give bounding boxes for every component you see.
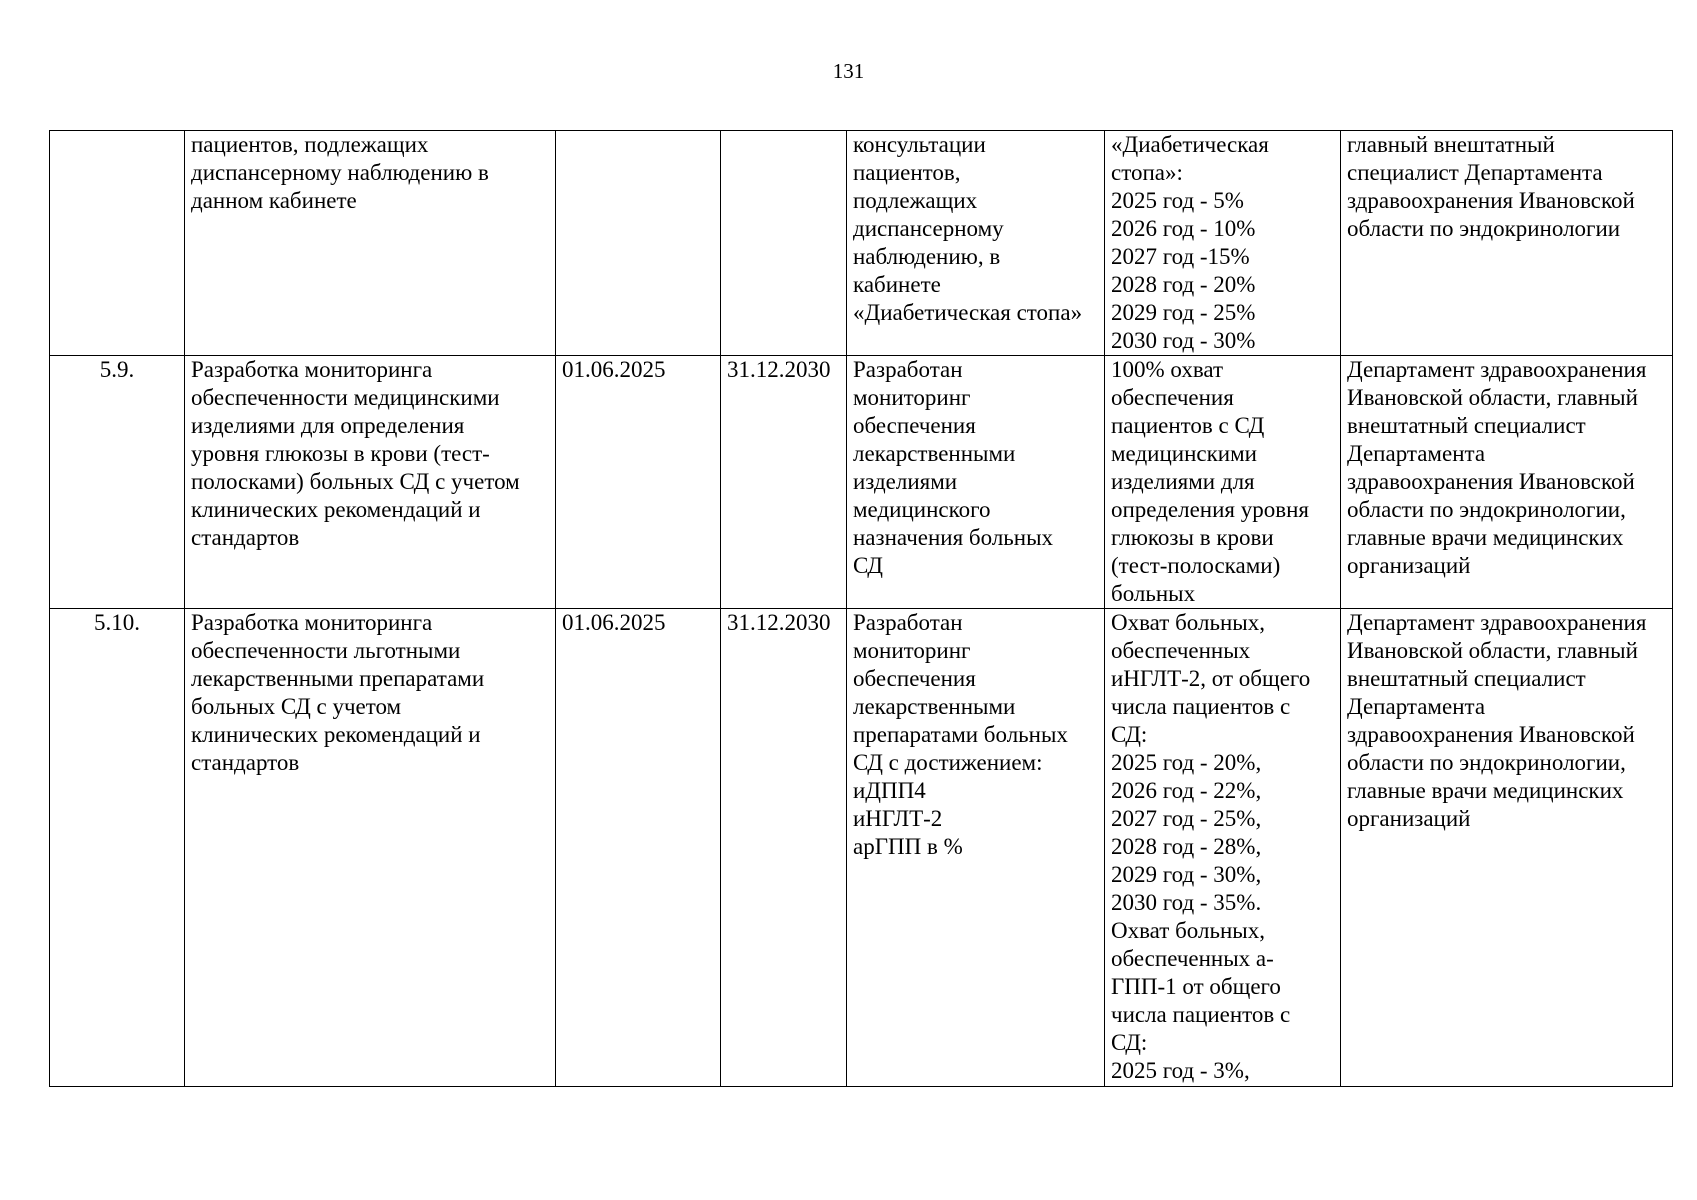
table-row — [50, 609, 1673, 1087]
table-row — [50, 356, 1673, 609]
end-date-cell: 31.12.2030 — [721, 356, 847, 609]
responsible-cell: Департамент здравоохранения Ивановской области, главный внештатный специалист Департамента здравоохранения Ивановской области по эндокринологии, главные врачи медицинских организаций — [1341, 356, 1673, 609]
result-cell: консультации пациентов, подлежащих диспансерному наблюдению, в кабинете «Диабетическая стопа» — [847, 131, 1105, 356]
result-cell: Разработан мониторинг обеспечения лекарственными препаратами больных СД с достижением: иДПП4 иНГЛТ-2 арГПП в % — [847, 609, 1105, 1087]
result-cell: Разработан мониторинг обеспечения лекарственными изделиями медицинского назначения больных СД — [847, 356, 1105, 609]
responsible-cell: Департамент здравоохранения Ивановской области, главный внештатный специалист Департамента здравоохранения Ивановской области по эндокринологии, главные врачи медицинских организаций — [1341, 609, 1673, 1087]
item-number-cell: 5.10. — [50, 609, 185, 1087]
end-date-cell — [721, 131, 847, 356]
start-date-cell — [556, 131, 721, 356]
table-row — [50, 131, 1673, 356]
activity-name-cell: пациентов, подлежащих диспансерному наблюдению в данном кабинете — [185, 131, 556, 356]
start-date-cell: 01.06.2025 — [556, 609, 721, 1087]
indicator-cell: Охват больных, обеспеченных иНГЛТ-2, от общего числа пациентов с СД: 2025 год - 20%, 2026 год - 22%, 2027 год - 25%, 2028 год - 28%, 2029 год - 30%, 2030 год - 35%. Охват больных, обеспеченных а- ГПП-1 от общего числа пациентов с СД: 2025 год - 3%, — [1105, 609, 1341, 1087]
item-number-cell — [50, 131, 185, 356]
item-number-cell: 5.9. — [50, 356, 185, 609]
action-plan-table — [49, 130, 1673, 1087]
start-date-cell: 01.06.2025 — [556, 356, 721, 609]
indicator-cell: «Диабетическая стопа»: 2025 год - 5% 2026 год - 10% 2027 год -15% 2028 год - 20% 2029 год - 25% 2030 год - 30% — [1105, 131, 1341, 356]
responsible-cell: главный внештатный специалист Департамента здравоохранения Ивановской области по эндокринологии — [1341, 131, 1673, 356]
indicator-cell: 100% охват обеспечения пациентов с СД медицинскими изделиями для определения уровня глюкозы в крови (тест-полосками) больных — [1105, 356, 1341, 609]
activity-name-cell: Разработка мониторинга обеспеченности льготными лекарственными препаратами больных СД с учетом клинических рекомендаций и стандартов — [185, 609, 556, 1087]
page-number: 131 — [832, 59, 865, 83]
activity-name-cell: Разработка мониторинга обеспеченности медицинскими изделиями для определения уровня глюкозы в крови (тест- полосками) больных СД с учетом клинических рекомендаций и стандартов — [185, 356, 556, 609]
end-date-cell: 31.12.2030 — [721, 609, 847, 1087]
